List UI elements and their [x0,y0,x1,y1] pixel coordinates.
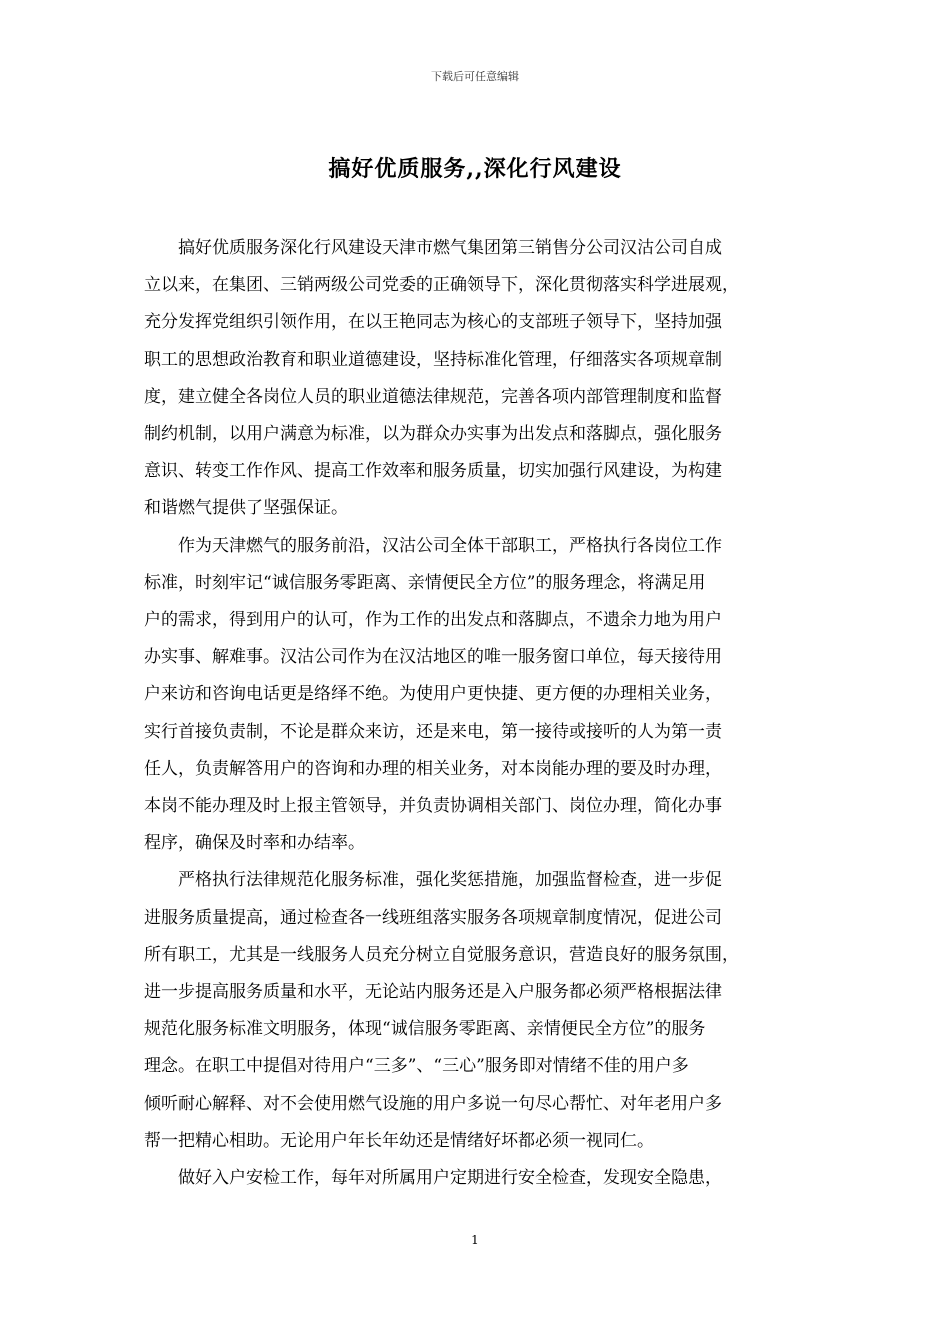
document-title: 搞好优质服务,,深化行风建设 [328,156,622,182]
paragraph-2: 作为天津燃气的服务前沿，汉沽公司全体干部职工，严格执行各岗位工作 标准，时刻牢记“诚信服务零距离、亲情便民全方位”的服务理念，将满足用 户的需求，得到用户的认可，作为工作的出发点和落脚点，不遗余力地为用户 办实事、解难事。汉沽公司作为在汉沽地区的唯一服务窗口单位，每天接待用 户来访和咨询电话更是络绎不绝。为使用户更快捷、更方便的办理相关业务， 实行首接负责制，不论是群众来访，还是来电，第一接待或接听的人为第一责 任人，负责解答用户的咨询和办理的相关业务，对本岗能办理的要及时办理， 本岗不能办理及时上报主管领导，并负责协调相关部门、岗位办理，简化办事 程序，确保及时率和办结率。 [144,535,722,854]
paragraph-1: 搞好优质服务深化行风建设天津市燃气集团第三销售分公司汉沽公司自成 立以来，在集团、三销两级公司党委的正确领导下，深化贯彻落实科学进展观， 充分发挥党组织引领作用，在以王艳同志为核心的支部班子领导下，坚持加强 职工的思想政治教育和职业道德建设，坚持标准化管理，仔细落实各项规章制 度，建立健全各岗位人员的职业道德法律规范，完善各项内部管理制度和监督 制约机制，以用户满意为标准，以为群众办实事为出发点和落脚点，强化服务 意识、转变工作作风、提高工作效率和服务质量，切实加强行风建设，为构建 和谐燃气提供了坚强保证。 [144,238,739,519]
page-number: 1 [471,1233,479,1247]
paragraph-4: 做好入户安检工作，每年对所属用户定期进行安全检查，发现安全隐患， [178,1168,722,1189]
header-note: 下载后可任意编辑 [431,70,519,83]
paragraph-3: 严格执行法律规范化服务标准，强化奖惩措施，加强监督检查，进一步促 进服务质量提高，通过检查各一线班组落实服务各项规章制度情况，促进公司 所有职工，尤其是一线服务人员充分树立自觉服务意识，营造良好的服务氛围， 进一步提高服务质量和水平，无论站内服务还是入户服务都必须严格根据法律 规范化服务标准文明服务，体现“诚信服务零距离、亲情便民全方位”的服务 理念。在职工中提倡对待用户“三多”、“三心”服务即对情绪不佳的用户多 倾听耐心解释、对不会使用燃气设施的用户多说一句尽心帮忙、对年老用户多 帮一把精心相助。无论用户年长年幼还是情绪好坏都必须一视同仁。 [144,870,739,1151]
document-body [144,230,814,1197]
